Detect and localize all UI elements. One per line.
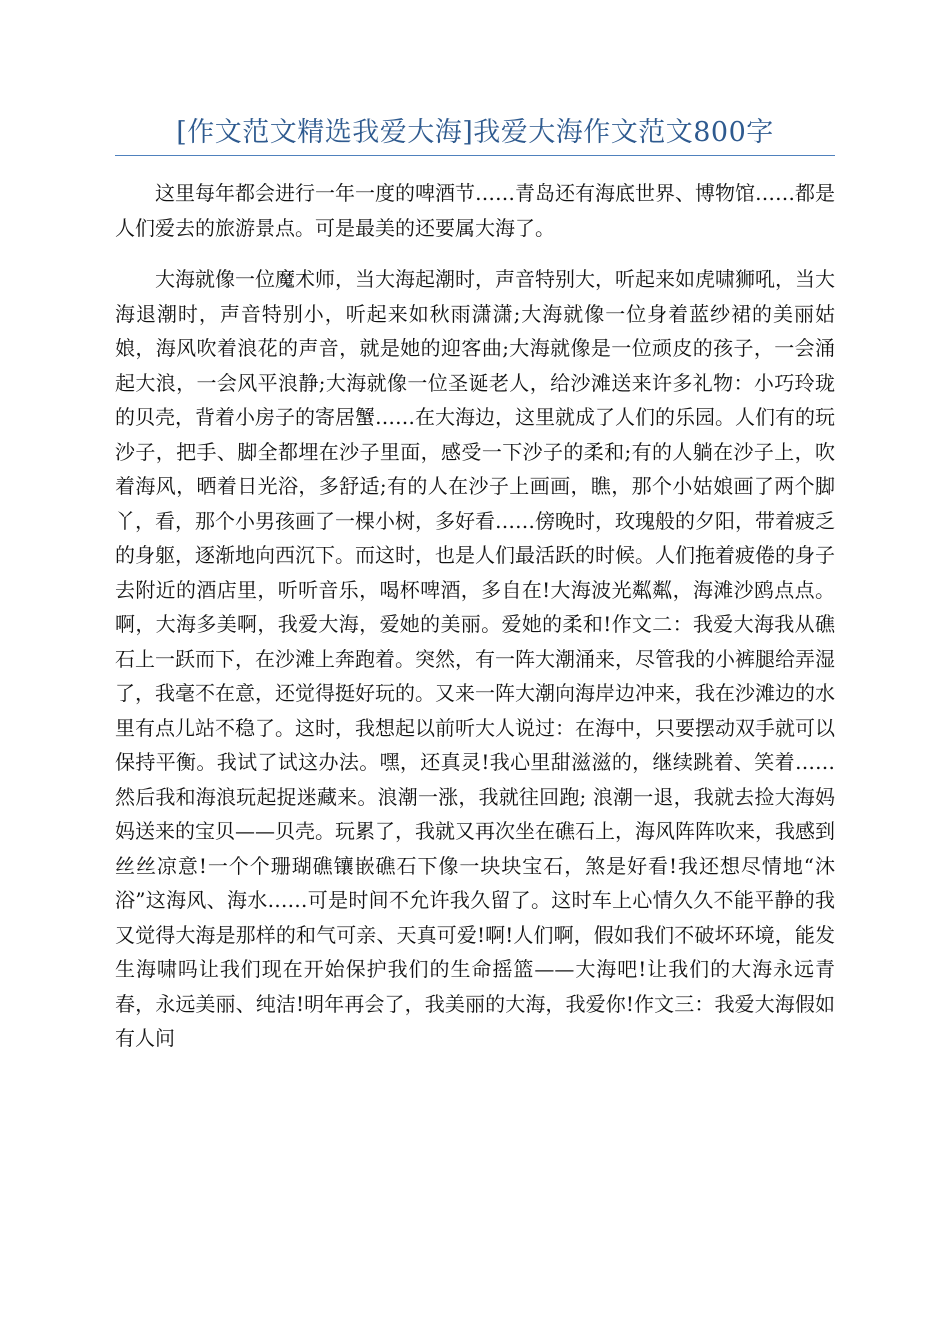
page-title: [作文范文精选我爱大海]我爱大海作文范文800字 — [176, 117, 774, 148]
paragraph-main: 大海就像一位魔术师，当大海起潮时，声音特别大，听起来如虎啸狮吼，当大海退潮时，声音特别小，听起来如秋雨潇潇;大海就像一位身着蓝纱裙的美丽姑娘，海风吹着浪花的声音，就是她的迎客曲;大海就像是一位顽皮的孩子，一会涌起大浪，一会风平浪静;大海就像一位圣诞老人，给沙滩送来许多礼物：小巧玲珑的贝壳，背着小房子的寄居蟹……在大海边，这里就成了人们的乐园。人们有的玩沙子，把手、脚全都埋在沙子里面，感受一下沙子的柔和;有的人躺在沙子上，吹着海风，晒着日光浴，多舒适;有的人在沙子上画画，瞧，那个小姑娘画了两个脚丫，看，那个小男孩画了一棵小树，多好看……傍晚时，玫瑰般的夕阳，带着疲乏的身躯，逐渐地向西沉下。而这时，也是人们最活跃的时候。人们拖着疲倦的身子去附近的酒店里，听听音乐，喝杯啤酒，多自在!大海波光粼粼，海滩沙鸥点点。啊，大海多美啊，我爱大海，爱她的美丽。爱她的柔和!作文二：我爱大海我从礁石上一跃而下，在沙滩上奔跑着。突然，有一阵大潮涌来，尽管我的小裤腿给弄湿了，我毫不在意，还觉得挺好玩的。又来一阵大潮向海岸边冲来，我在沙滩边的水里有点儿站不稳了。这时，我想起以前听大人说过：在海中，只要摆动双手就可以保持平衡。我试了试这办法。嘿，还真灵!我心里甜滋滋的，继续跳着、笑着……然后我和海浪玩起捉迷藏来。浪潮一涨，我就往回跑; 浪潮一退，我就去捡大海妈妈送来的宝贝——贝壳。玩累了，我就又再次坐在礁石上，海风阵阵吹来，我感到丝丝凉意!一个个珊瑚礁镶嵌礁石下像一块块宝石，煞是好看!我还想尽情地“沐浴”这海风、海水……可是时间不允许我久留了。这时车上心情久久不能平静的我又觉得大海是那样的和气可亲、天真可爱!啊!人们啊，假如我们不破坏环境，能发生海啸吗让我们现在开始保护我们的生命摇篮——大海吧!让我们的大海永远青春，永远美丽、纯洁!明年再会了，我美丽的大海，我爱你!作文三：我爱大海假如有人问 — [115, 267, 835, 1050]
title-underline — [115, 155, 835, 156]
article-body — [115, 176, 835, 1056]
paragraph-intro: 这里每年都会进行一年一度的啤酒节……青岛还有海底世界、博物馆……都是人们爱去的旅游景点。可是最美的还要属大海了。 — [115, 181, 835, 240]
